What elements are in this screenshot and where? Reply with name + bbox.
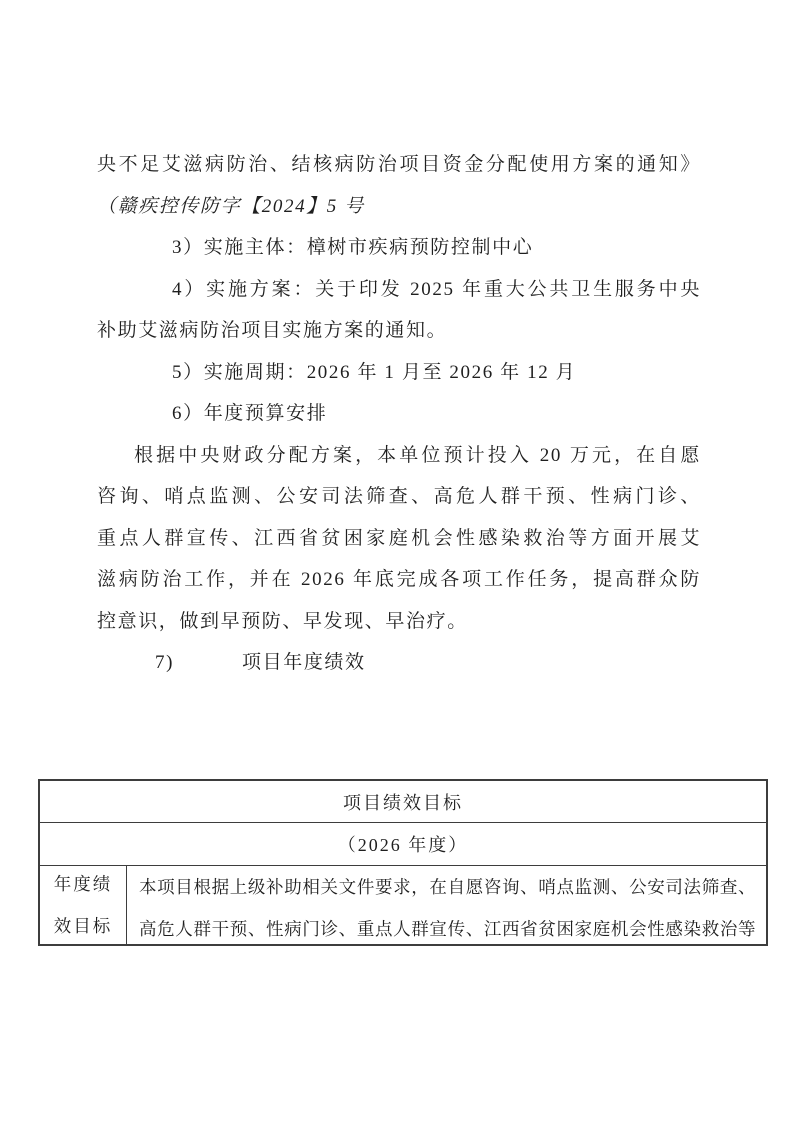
item7-marker: 7) <box>155 652 175 673</box>
body-line-doc-number: （赣疾控传防字【2024】5 号 <box>97 195 365 217</box>
body-line-item6-budget: 6）年度预算安排 <box>172 403 328 424</box>
item7-text: 项目年度绩效 <box>242 652 366 673</box>
body-line-notice-title-wrap: 央不足艾滋病防治、结核病防治项目资金分配使用方案的通知》 <box>97 154 701 175</box>
body-line-item4-plan: 4）实施方案：关于印发 2025 年重大公共卫生服务中央 <box>172 278 701 300</box>
table-subtitle-cell: （2026 年度） <box>40 823 766 866</box>
body-line-budget-para-4: 滋病防治工作，并在 2026 年底完成各项工作任务，提高群众防 <box>97 569 701 590</box>
body-text-block <box>97 144 701 684</box>
body-line-budget-para-5: 控意识，做到早预防、早发现、早治疗。 <box>97 610 468 632</box>
body-line-budget-para-2: 咨询、哨点监测、公安司法筛查、高危人群干预、性病门诊、 <box>97 486 701 507</box>
table-row-header-cell <box>40 866 127 944</box>
body-line-budget-para-1: 根据中央财政分配方案，本单位预计投入 20 万元，在自愿 <box>134 444 701 466</box>
table-content-line: 高危人群干预、性病门诊、重点人群宣传、江西省贫困家庭机会性感染救治等 <box>139 919 756 939</box>
body-line-item7-performance <box>97 642 701 684</box>
table-title-cell: 项目绩效目标 <box>40 781 766 823</box>
body-line-budget-para-3: 重点人群宣传、江西省贫困家庭机会性感染救治等方面开展艾 <box>97 527 701 549</box>
body-line-item5-period: 5）实施周期：2026 年 1 月至 2026 年 12 月 <box>172 361 577 383</box>
table-content-line: 本项目根据上级补助相关文件要求，在自愿咨询、哨点监测、公安司法筛查、 <box>139 877 756 897</box>
table-row-content-cell <box>127 866 766 944</box>
body-line-item3-subject: 3）实施主体：樟树市疾病预防控制中心 <box>172 237 534 258</box>
body-line-item4-wrap: 补助艾滋病防治项目实施方案的通知。 <box>97 320 448 341</box>
table-row <box>40 866 766 944</box>
performance-goal-table <box>38 779 768 946</box>
table-row-header-text: 年度绩效目标 <box>53 874 113 936</box>
